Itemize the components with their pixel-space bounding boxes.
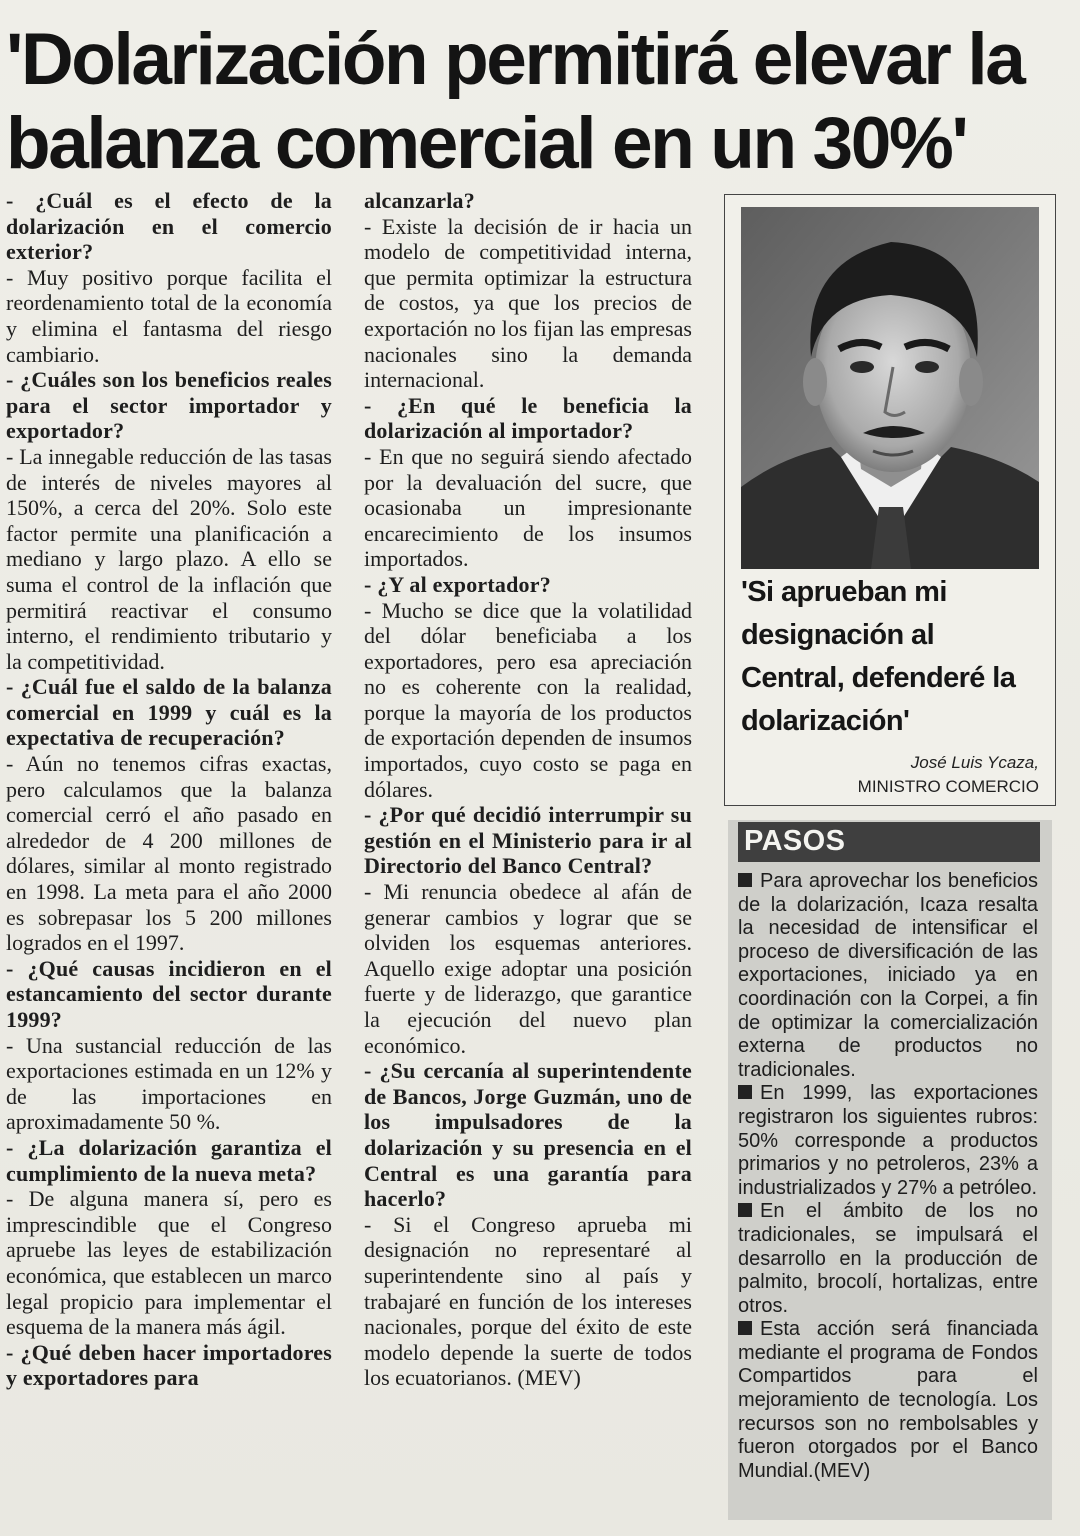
bullet-square-icon bbox=[738, 1203, 752, 1217]
pasos-item bbox=[738, 1082, 1038, 1200]
question-paragraph: - ¿Su cercanía al superintendente de Bancos, Jorge Guzmán, uno de los impulsadores de la dolarización y su presencia en el Central es una garantía para hacerlo? bbox=[364, 1058, 692, 1212]
portrait-box bbox=[724, 194, 1056, 806]
pasos-item bbox=[738, 1318, 1038, 1483]
headline: 'Dolarización permitirá elevar la balanza comercial en un 30%' bbox=[6, 19, 1024, 184]
question-paragraph: - ¿Cuál es el efecto de la dolarización en el comercio exterior? bbox=[6, 188, 332, 265]
answer-paragraph: - Si el Congreso aprueba mi designación no representaré al superintendente sino al país y trabajaré en función de los intereses nacionales, porque del éxito de este modelo depende la suerte de todos los ecuatorianos. (MEV) bbox=[364, 1211, 692, 1391]
answer-paragraph: - De alguna manera sí, pero es imprescindible que el Congreso apruebe las leyes de estabilización económica, que establecen un marco legal propicio para implementar el esquema de la manera más ágil. bbox=[6, 1186, 332, 1340]
portrait-illustration bbox=[741, 207, 1039, 569]
answer-paragraph: - En que no seguirá siendo afectado por la devaluación del sucre, que ocasionaba un impresionante encarecimiento de los insumos importados. bbox=[364, 443, 692, 572]
answer-paragraph: - Muy positivo porque facilita el reordenamiento total de la economía y elimina el fantasma del riesgo cambiario. bbox=[6, 264, 332, 367]
pasos-sidebar bbox=[728, 820, 1052, 1520]
question-paragraph: - ¿La dolarización garantiza el cumplimiento de la nueva meta? bbox=[6, 1134, 332, 1186]
answer-paragraph: - Mi renuncia obedece al afán de generar cambios y lograr que se olviden los esquemas anteriores. Aquello exige adoptar una posición fuerte y de liderazgo, que garantice la ejecución del nuevo plan económico. bbox=[364, 879, 692, 1058]
question-paragraph: - ¿Cuáles son los beneficios reales para el sector importador y exportador? bbox=[6, 367, 332, 444]
pasos-item-text: En 1999, las exportaciones registraron los siguientes rubros: 50% corresponde a productos primarios y no petroleros, 23% a industrializados y 27% a petróleo. bbox=[738, 1082, 1038, 1199]
bullet-square-icon bbox=[738, 873, 752, 887]
question-paragraph: - ¿Por qué decidió interrumpir su gestión en el Ministerio para ir al Directorio del Banco Central? bbox=[364, 802, 692, 879]
pasos-item bbox=[738, 870, 1038, 1082]
answer-paragraph: - La innegable reducción de las tasas de interés de niveles mayores al 150%, a cerca del 20%. Solo este factor permite una planificación a mediano y largo plazo. A ello se suma el control de la inflación que permitirá reactivar el consumo interno, el rendimiento tributario y la competitividad. bbox=[6, 443, 332, 674]
question-paragraph: - ¿Qué deben hacer importadores y exportadores para bbox=[6, 1339, 332, 1391]
caption-title: MINISTRO COMERCIO bbox=[857, 777, 1039, 796]
question-paragraph: - ¿Cuál fue el saldo de la balanza comercial en 1999 y cuál es la expectativa de recuperación? bbox=[6, 674, 332, 751]
answer-paragraph: - Mucho se dice que la volatilidad del dólar beneficiaba a los exportadores, pero esa apreciación no es coherente con la realidad, porque la mayoría de los productos de exportación dependen de insumos importados, cuyo costo se paga en dólares. bbox=[364, 597, 692, 802]
pasos-item-text: Para aprovechar los beneficios de la dolarización, Icaza resalta la necesidad de intensificar el proceso de diversificación de las exportaciones, iniciado ya en coordinación con la Corpei, a fin de optimizar la comercialización externa de productos no tradicionales. bbox=[738, 870, 1038, 1081]
pasos-item bbox=[738, 1200, 1038, 1318]
question-paragraph: - ¿En qué le beneficia la dolarización al importador? bbox=[364, 392, 692, 444]
bullet-square-icon bbox=[738, 1085, 752, 1099]
answer-paragraph: - Una sustancial reducción de las exportaciones estimada en un 12% y de las importaciones en aproximadamente 50 %. bbox=[6, 1032, 332, 1135]
pasos-item-text: Esta acción será financiada mediante el programa de Fondos Compartidos para el mejoramiento de tecnología. Los recursos son no rembolsables y fueron otorgados por el Banco Mundial.(MEV) bbox=[738, 1318, 1038, 1482]
pasos-body bbox=[738, 870, 1038, 1483]
article-column-1 bbox=[6, 188, 332, 1391]
answer-paragraph: - Existe la decisión de ir hacia un modelo de competitividad interna, que permita optimizar la estructura de costos, ya que los precios de exportación no los fijan las empresas nacionales sino la demanda internacional. bbox=[364, 213, 692, 393]
article-column-2 bbox=[364, 188, 692, 1391]
pull-quote: 'Si aprueban mi designación al Central, defenderé la dolarización' bbox=[741, 576, 1016, 737]
pasos-title: PASOS bbox=[738, 822, 1040, 862]
portrait-photo bbox=[741, 207, 1039, 569]
bullet-square-icon bbox=[738, 1321, 752, 1335]
answer-paragraph: - Aún no tenemos cifras exactas, pero calculamos que la balanza comercial cerró el año pasado en alrededor de 4 200 millones de dólares, similar al monto registrado en 1998. La meta para el año 2000 es sobrepasar los 5 200 millones logrados en el 1997. bbox=[6, 751, 332, 956]
question-paragraph: - ¿Y al exportador? bbox=[364, 571, 551, 597]
question-paragraph: alcanzarla? bbox=[364, 188, 475, 213]
photo-caption bbox=[858, 751, 1039, 799]
caption-name: José Luis Ycaza, bbox=[910, 753, 1039, 772]
pasos-item-text: En el ámbito de los no tradicionales, se impulsará el desarrollo en la producción de palmito, brocolí, hortalizas, entre otros. bbox=[738, 1200, 1038, 1317]
question-paragraph: - ¿Qué causas incidieron en el estancamiento del sector durante 1999? bbox=[6, 955, 332, 1032]
